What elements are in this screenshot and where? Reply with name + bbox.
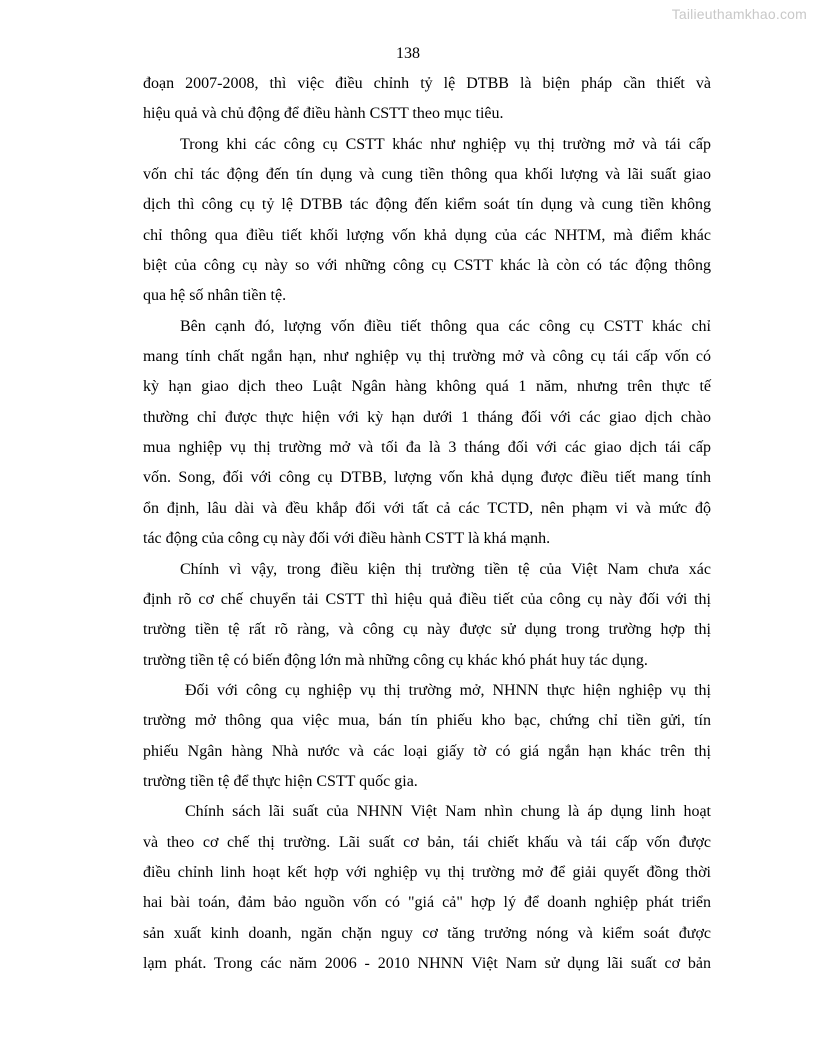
- text-line: biệt của công cụ này so với những công cụ CSTT khác là còn có tác động thông: [143, 257, 711, 275]
- paragraph-2: [143, 130, 711, 312]
- text-line: dịch thì công cụ tỷ lệ DTBB tác động đến kiểm soát tín dụng và cung tiền không: [143, 196, 711, 214]
- text-line: ổn định, lâu dài và đều khắp đối với tất cả các TCTD, nên phạm vi và mức độ: [143, 499, 711, 517]
- text-line: mua nghiệp vụ thị trường mở và tối đa là 3 tháng đối với các giao dịch tái cấp: [143, 439, 711, 457]
- text-line: trường tiền tệ để thực hiện CSTT quốc gia.: [143, 772, 418, 790]
- body-text: [143, 69, 711, 979]
- text-line: mang tính chất ngắn hạn, như nghiệp vụ thị trường mở và công cụ tái cấp vốn có: [143, 348, 711, 366]
- text-line: trường tiền tệ có biến động lớn mà những công cụ khác khó phát huy tác dụng.: [143, 651, 648, 669]
- text-line: qua hệ số nhân tiền tệ.: [143, 287, 287, 305]
- text-line: Chính sách lãi suất của NHNN Việt Nam nhìn chung là áp dụng linh hoạt: [185, 803, 711, 821]
- text-line: Chính vì vậy, trong điều kiện thị trường tiền tệ của Việt Nam chưa xác: [180, 560, 711, 578]
- text-line: và theo cơ chế thị trường. Lãi suất cơ bản, tái chiết khấu và tái cấp vốn được: [143, 833, 711, 851]
- paragraph-5: [143, 676, 711, 797]
- text-line: kỳ hạn giao dịch theo Luật Ngân hàng không quá 1 năm, nhưng trên thực tế: [143, 378, 711, 396]
- text-line: lạm phát. Trong các năm 2006 - 2010 NHNN Việt Nam sử dụng lãi suất cơ bản: [143, 954, 711, 972]
- text-line: trường tiền tệ rất rõ ràng, và công cụ này được sử dụng trong trường hợp thị: [143, 621, 711, 639]
- text-line: vốn. Song, đối với công cụ DTBB, lượng vốn khả dụng được điều tiết mang tính: [143, 469, 711, 487]
- text-line: hiệu quả và chủ động để điều hành CSTT theo mục tiêu.: [143, 105, 504, 123]
- text-line: Trong khi các công cụ CSTT khác như nghiệp vụ thị trường mở và tái cấp: [180, 135, 711, 153]
- text-line: Bên cạnh đó, lượng vốn điều tiết thông qua các công cụ CSTT khác chỉ: [180, 317, 711, 335]
- text-line: chỉ thông qua điều tiết khối lượng vốn khả dụng của các NHTM, mà điểm khác: [143, 226, 711, 244]
- text-line: hai bài toán, đảm bảo nguồn vốn có "giá cả" hợp lý để doanh nghiệp phát triển: [143, 894, 711, 912]
- text-line: Đối với công cụ nghiệp vụ thị trường mở, NHNN thực hiện nghiệp vụ thị: [185, 681, 711, 699]
- watermark: Tailieuthamkhao.com: [671, 6, 807, 22]
- page-number: 138: [396, 45, 420, 62]
- text-line: trường mở thông qua việc mua, bán tín phiếu kho bạc, chứng chỉ tiền gửi, tín: [143, 712, 711, 730]
- text-line: thường chỉ được thực hiện với kỳ hạn dưới 1 tháng đối với các giao dịch chào: [143, 408, 711, 426]
- text-line: sản xuất kinh doanh, ngăn chặn nguy cơ tăng trưởng nóng và kiểm soát được: [143, 924, 711, 942]
- text-line: đoạn 2007-2008, thì việc điều chỉnh tỷ lệ DTBB là biện pháp cần thiết và: [143, 75, 711, 92]
- paragraph-6: [143, 797, 711, 979]
- text-line: phiếu Ngân hàng Nhà nước và các loại giấy tờ có giá ngắn hạn khác trên thị: [143, 742, 711, 760]
- text-line: vốn chỉ tác động đến tín dụng và cung tiền thông qua khối lượng và lãi suất giao: [143, 166, 711, 184]
- paragraph-4: [143, 555, 711, 676]
- text-line: tác động của công cụ này đối với điều hành CSTT là khá mạnh.: [143, 530, 551, 548]
- text-line: định rõ cơ chế chuyển tải CSTT thì hiệu quả điều tiết của công cụ này đối với thị: [143, 590, 711, 608]
- paragraph-3: [143, 312, 711, 555]
- paragraph-1: [143, 69, 711, 130]
- text-line: điều chỉnh linh hoạt kết hợp với nghiệp vụ thị trường mở để giải quyết đồng thời: [143, 863, 711, 881]
